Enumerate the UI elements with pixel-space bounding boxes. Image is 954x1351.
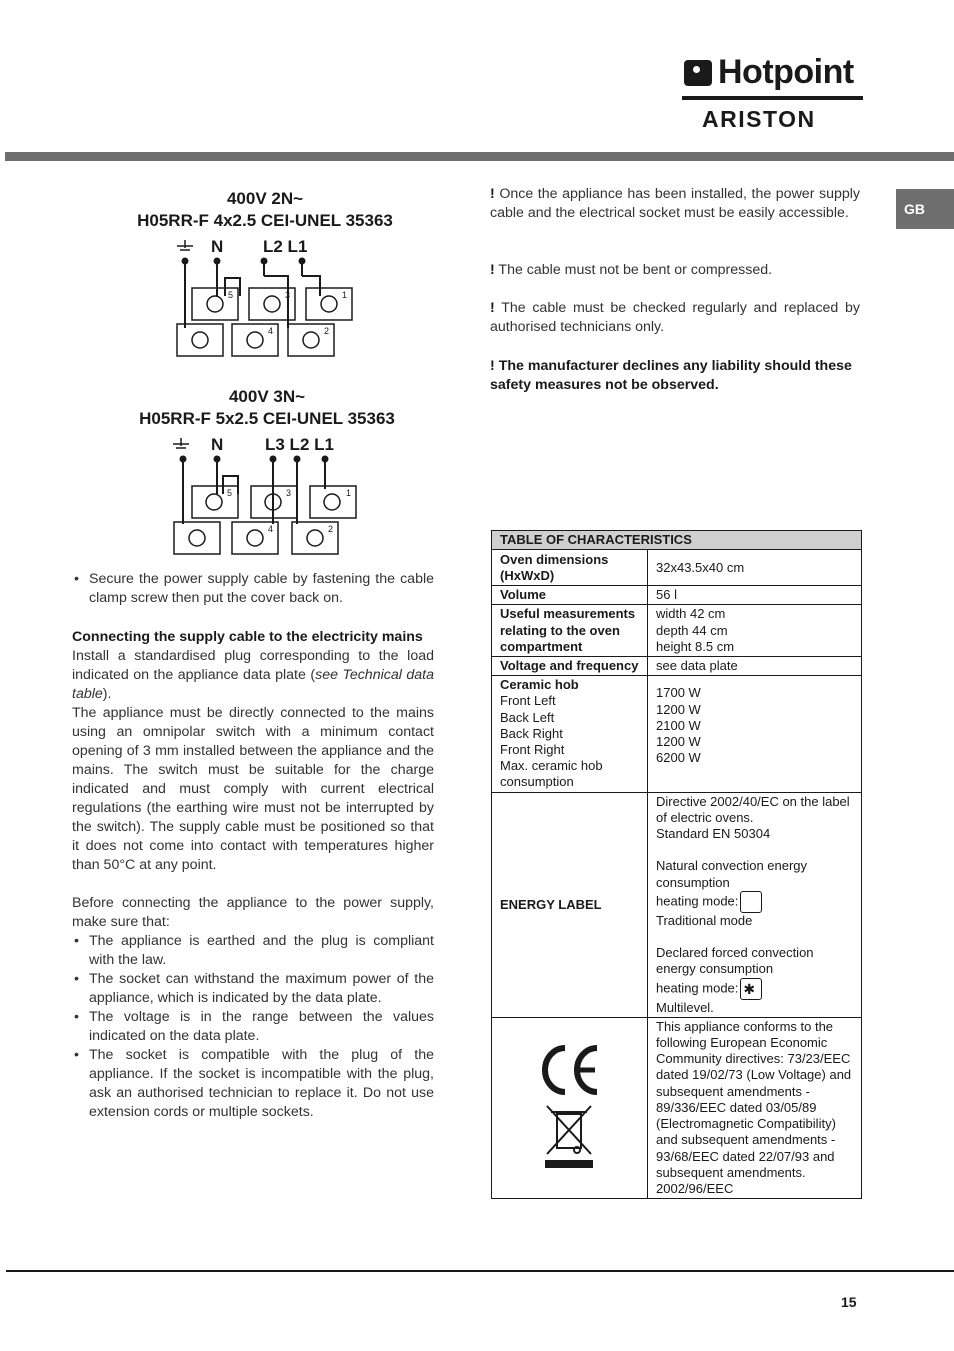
diagram1-cable: H05RR-F 4x2.5 CEI-UNEL 35363 [137,211,393,230]
warning-bent: ! The cable must not be bent or compressed. [490,262,773,278]
diagram2-neutral-label: N [211,435,224,454]
table-row: This appliance conforms to the following European Economic Community directives: 73/23/EEC dated 19/02/73 (Low Voltage) and subsequent amendments - 89/336/EEC dated 03/05/89 (Electromagnetic Compatibility) and subsequent amendments - 93/68/EEC dated 22/07/93 and subsequent amendments. 2002/96/EEC [492,1017,862,1198]
list-item: • The appliance is earthed and the plug is compliant with the law. [72,932,434,970]
language-tab: GB [896,189,954,229]
warning-accessible: ! Once the appliance has been installed, the power supply cable and the electrical socket must be easily accessible. [490,186,860,221]
terminal-5-label: 5 [228,290,234,300]
table-row: Useful measurements relating to the oven compartment width 42 cm depth 44 cm height 8.5 cm [492,605,862,657]
secure-cable-bullet [72,570,434,608]
brand-name: Hotpoint [718,53,854,91]
footer-divider [6,1270,954,1272]
terminal-3-label: 3 [286,488,292,498]
page-number: 15 [841,1294,857,1310]
checklist [72,932,434,1122]
ce-mark-icon [545,1048,597,1092]
list-item: • Secure the power supply cable by fastening the cable clamp screw then put the cover back on. [72,570,434,608]
diagram2-voltage: 400V 3N~ [228,387,306,406]
data-table-reference: see Technical data table [72,667,434,702]
paragraph-switch: The appliance must be directly connected to the mains using an omnipolar switch with a minimum contact opening of 3 mm installed between the appliance and the mains. The switch must be suitable for the charge indicated and must comply with current electrical regulations (the earthing wire must not be interrupted by the switch). The supply cable must be positioned so that it does not come into contact with temperatures higher than 50°C at any point. [72,705,434,873]
table-row: ENERGY LABEL Directive 2002/40/EC on the label of electric ovens. Standard EN 50304 Natural convection energy consumption heating mode: Traditional mode Declared forced convection energy consumption heating mode: ✱ Multilevel. [492,792,862,1017]
paragraph-plug: Install a standardised plug corresponding to the load indicated on the appliance data plate (see Technical data table). [72,648,434,702]
warning-checked: ! The cable must be checked regularly and replaced by authorised technicians only. [490,300,860,335]
terminal-1-label: 1 [342,290,348,300]
sub-brand-name: ARISTON [702,106,816,132]
traditional-mode-icon [740,891,762,913]
terminal-4-label: 4 [268,326,274,336]
list-item: • The socket can withstand the maximum power of the appliance, which is indicated by the data plate. [72,970,434,1008]
weee-bin-icon [547,1106,591,1154]
characteristics-table [491,530,862,1199]
diagram1-neutral-label: N [211,237,224,256]
terminal-4-label: 4 [268,524,274,534]
table-row: Volume 56 l [492,586,862,605]
terminal-2-label: 2 [324,326,330,336]
hotpoint-ariston-logo [682,53,864,134]
logo-bar [682,96,863,100]
section-heading: Connecting the supply cable to the electricity mains [72,629,423,645]
terminal-3-label: 3 [285,290,291,300]
list-item: • The socket is compatible with the plug of the appliance. If the socket is incompatible with the plug, ask an authorised technician to replace it. Do not use extension cords or multiple sockets. [72,1046,434,1122]
connecting-section [72,628,434,1122]
warning-liability: ! The manufacturer declines any liability should these safety measures not be observed. [490,358,852,393]
ce-weee-marks [535,1036,605,1176]
paragraph-before-connecting: Before connecting the appliance to the power supply, make sure that: [72,895,434,930]
diagram2-title [77,386,457,430]
terminal-2-label: 2 [328,524,334,534]
table-title: TABLE OF CHARACTERISTICS [492,531,862,550]
table-row: Oven dimensions (HxWxD) 32x43.5x40 cm [492,550,862,586]
diagram2-cable: H05RR-F 5x2.5 CEI-UNEL 35363 [139,409,395,428]
table-row: Ceramic hob Front Left Back Left Back Right Front Right Max. ceramic hob consumption 1700 W 1200 W 2100 W 1200 W 6200 W [492,676,862,792]
terminal-5-label: 5 [227,488,233,498]
table-row: Voltage and frequency see data plate [492,657,862,676]
diagram1-voltage: 400V 2N~ [226,189,304,208]
table-header-row [492,531,862,550]
logo-mark-icon [684,60,712,86]
header-divider [5,152,954,161]
list-item: • The voltage is in the range between the values indicated on the data plate. [72,1008,434,1046]
diagram2-line-labels: L3 L2 L1 [265,435,334,454]
terminal-1-label: 1 [346,488,352,498]
diagram1-line-labels: L2 L1 [263,237,308,256]
diagram1-title [75,188,455,232]
fan-mode-icon: ✱ [740,978,762,1000]
